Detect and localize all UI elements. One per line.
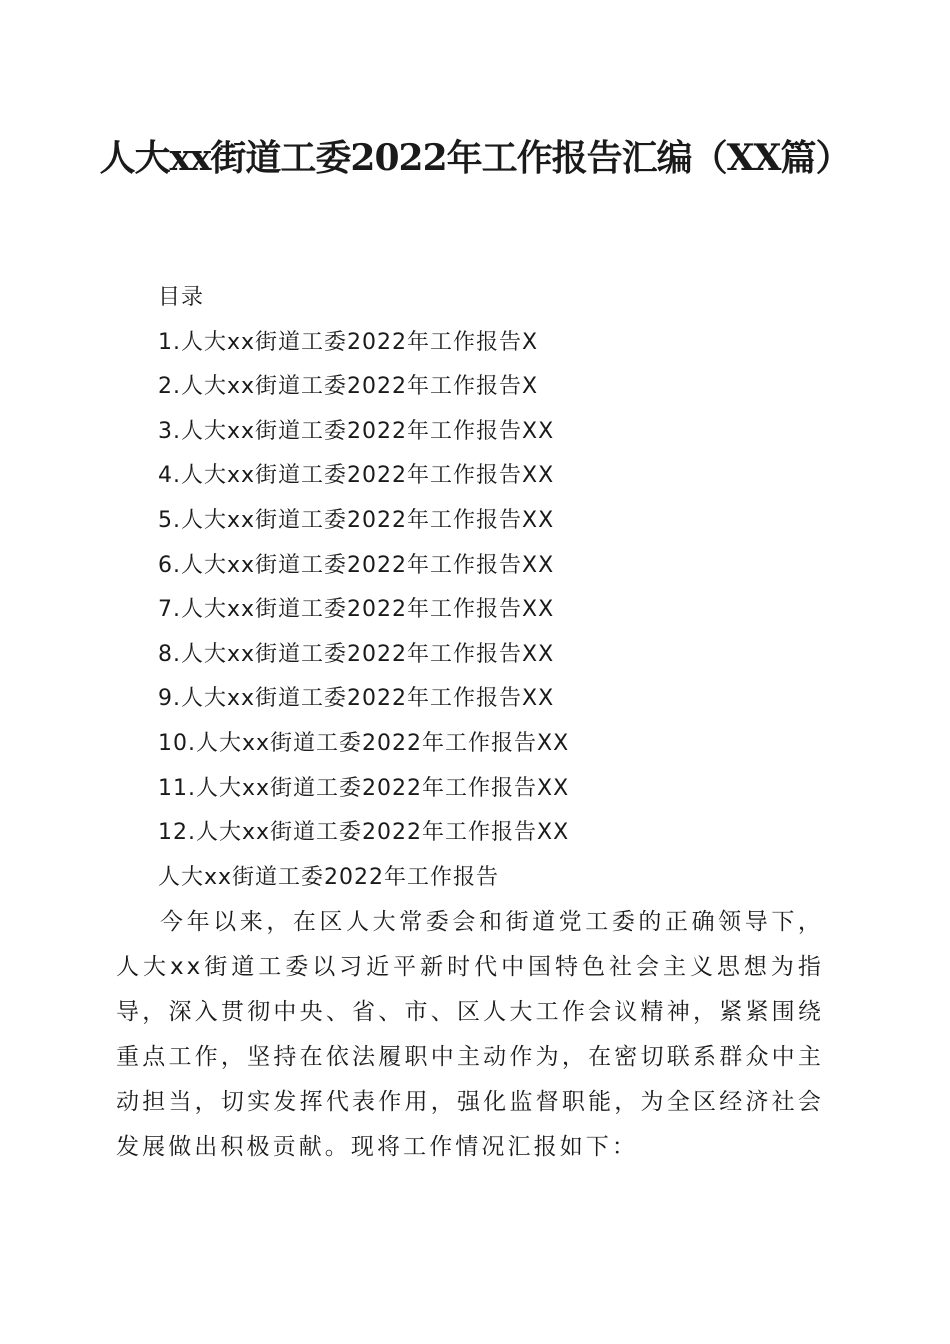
toc-item: 10.人大xx街道工委2022年工作报告XX xyxy=(158,730,570,756)
toc-item: 9.人大xx街道工委2022年工作报告XX xyxy=(158,686,555,712)
toc-item: 6.人大xx街道工委2022年工作报告XX xyxy=(158,552,555,578)
toc-item: 12.人大xx街道工委2022年工作报告XX xyxy=(158,820,570,846)
toc-item: 1.人大xx街道工委2022年工作报告X xyxy=(158,329,539,355)
toc-item: 2.人大xx街道工委2022年工作报告X xyxy=(158,374,539,400)
toc-heading: 目录 xyxy=(158,285,205,310)
toc-item: 11.人大xx街道工委2022年工作报告XX xyxy=(158,775,570,801)
toc-item: 7.人大xx街道工委2022年工作报告XX xyxy=(158,597,555,623)
toc-item: 5.人大xx街道工委2022年工作报告XX xyxy=(158,507,555,533)
section-title: 人大xx街道工委2022年工作报告 xyxy=(158,864,500,890)
table-of-contents xyxy=(158,276,858,900)
body-paragraph: 今年以来，在区人大常委会和街道党工委的正确领导下，人大xx街道工委以习近平新时代中国特色社会主义思想为指导，深入贯彻中央、省、市、区人大工作会议精神，紧紧围绕重点工作，坚持在依法履职中主动作为，在密切联系群众中主动担当，切实发挥代表作用，强化监督职能，为全区经济社会发展做出积极贡献。现将工作情况汇报如下： xyxy=(116,909,824,1160)
toc-item: 8.人大xx街道工委2022年工作报告XX xyxy=(158,641,555,667)
toc-item: 4.人大xx街道工委2022年工作报告XX xyxy=(158,463,555,489)
toc-item: 3.人大xx街道工委2022年工作报告XX xyxy=(158,418,555,444)
document-title: 人大xx街道工委2022年工作报告汇编（XX篇） xyxy=(99,137,851,179)
